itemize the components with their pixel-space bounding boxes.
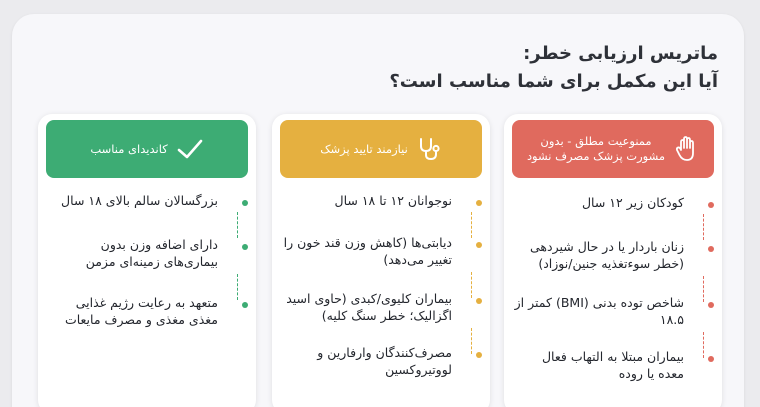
bullet-dot xyxy=(708,246,714,252)
list-item-text: کودکان زیر ۱۲ سال xyxy=(581,195,684,210)
card-doctor-header xyxy=(280,120,482,178)
list-item-text: دیابتی‌ها (کاهش وزن قند خون را تغییر می‌دهد) xyxy=(283,235,452,267)
card-doctor-title: نیازمند تایید پزشک xyxy=(320,141,408,156)
list-item xyxy=(282,190,482,209)
card-suitable-header xyxy=(46,120,248,178)
bullet-dot xyxy=(476,352,482,358)
list-item xyxy=(48,234,248,270)
checkmark-icon xyxy=(176,137,204,161)
list-item-text: زنان باردار یا در حال شیردهی (خطر سوءتغذیه جنین/نوزاد) xyxy=(530,239,684,271)
list-item xyxy=(514,292,714,328)
bullet-dot xyxy=(708,202,714,208)
bullet-dot xyxy=(242,244,248,250)
list-item xyxy=(48,190,248,209)
card-contraindicated-header xyxy=(512,120,714,178)
list-item-text: شاخص توده بدنی (BMI) کمتر از ۱۸.۵ xyxy=(514,295,684,327)
list-item xyxy=(48,292,248,328)
card-contraindicated xyxy=(504,114,722,407)
title-line-1: ماتریس ارزیابی خطر: xyxy=(523,43,718,64)
bullet-dot xyxy=(708,302,714,308)
bullet-dot xyxy=(242,200,248,206)
list-item xyxy=(514,346,714,382)
bullet-dot xyxy=(476,200,482,206)
title-line-2: آیا این مکمل برای شما مناسب است؟ xyxy=(389,71,718,92)
card-contraindicated-title: ممنوعیت مطلق - بدون مشورت پزشک مصرف نشود xyxy=(526,134,666,163)
list-item-text: بزرگسالان سالم بالای ۱۸ سال xyxy=(61,193,218,208)
list-item-text: مصرف‌کنندگان وارفارین و لووتیروکسین xyxy=(317,345,452,377)
list-item xyxy=(282,288,482,324)
list-item xyxy=(282,232,482,268)
card-suitable-title: کاندیدای مناسب xyxy=(90,141,168,156)
bullet-dot xyxy=(476,242,482,248)
list-item xyxy=(514,192,714,211)
stethoscope-icon xyxy=(416,136,442,162)
card-suitable xyxy=(38,114,256,407)
bullet-dot xyxy=(476,298,482,304)
list-item-text: متعهد به رعایت رژیم غذایی مغذی مغذی و مصرف مایعات xyxy=(64,295,218,327)
bullet-dot xyxy=(242,302,248,308)
list-item-text: نوجوانان ۱۲ تا ۱۸ سال xyxy=(334,193,452,208)
page-title xyxy=(198,40,718,96)
list-item xyxy=(282,342,482,378)
list-item-text: دارای اضافه وزن بدون بیماری‌های زمینه‌ای مزمن xyxy=(85,237,218,269)
stop-hand-icon xyxy=(674,134,700,164)
bullet-dot xyxy=(708,356,714,362)
list-item-text: بیماران مبتلا به التهاب فعال معده یا روده xyxy=(541,349,684,381)
list-item xyxy=(514,236,714,272)
card-doctor-approval xyxy=(272,114,490,407)
list-item-text: بیماران کلیوی/کبدی (حاوی اسید اگزالیک؛ خطر سنگ کلیه) xyxy=(286,291,452,323)
